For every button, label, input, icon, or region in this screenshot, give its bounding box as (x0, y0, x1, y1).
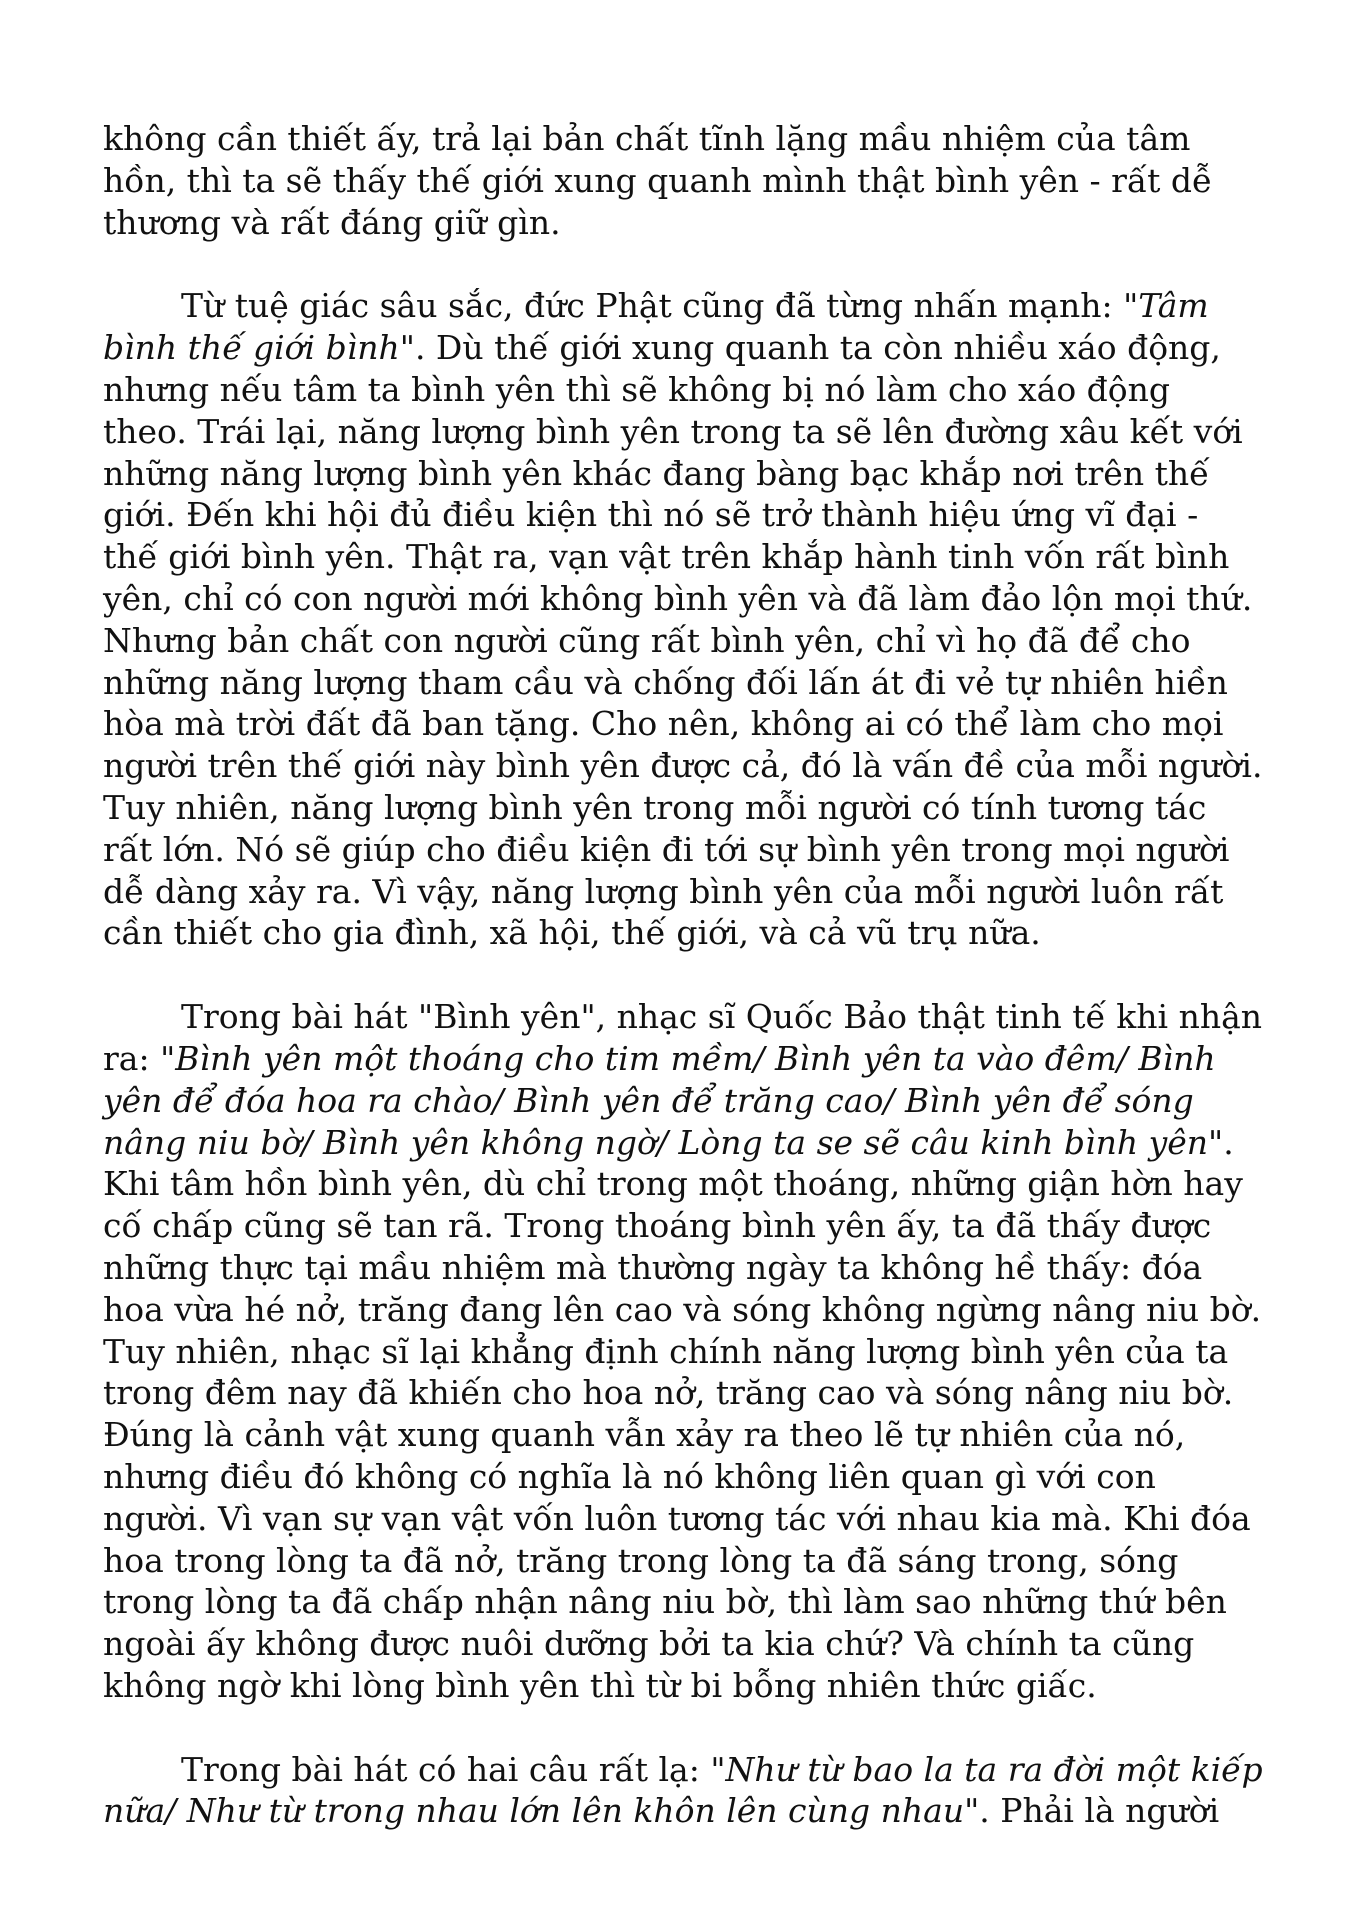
quote-text: "Tâm bình thế giới bình" (103, 286, 1209, 368)
quote-text: "Bình yên một thoáng cho tim mềm/ Bình yên ta vào đêm/ Bình yên để đóa hoa ra chào/ Bình yên để trăng cao/ Bình yên để sóng nâng niu bờ/ Bình yên không ngờ/ Lòng ta se sẽ câu kinh bình yên" (103, 1038, 1224, 1162)
paragraph-text: . Khi tâm hồn bình yên, dù chỉ trong một thoáng, những giận hờn hay cố chấp cũng sẽ tan rã. Trong thoáng bình yên ấy, ta đã thấy được những thực tại mầu nhiệm mà thường ngày ta không hề thấy: đóa hoa vừa hé nở, trăng đang lên cao và sóng không ngừng nâng niu bờ. Tuy nhiên, nhạc sĩ lại khẳng định chính năng lượng bình yên của ta trong đêm nay đã khiến cho hoa nở, trăng cao và sóng nâng niu bờ. Đúng là cảnh vật xung quanh vẫn xảy ra theo lẽ tự nhiên của nó, nhưng điều đó không có nghĩa là nó không liên quan gì với con người. Vì vạn sự vạn vật vốn luôn tương tác với nhau kia mà. Khi đóa hoa trong lòng ta đã nở, trăng trong lòng ta đã sáng trong, sóng trong lòng ta đã chấp nhận nâng niu bờ, thì làm sao những thứ bên ngoài ấy không được nuôi dưỡng bởi ta kia chứ? Và chính ta cũng không ngờ khi lòng bình yên thì từ bi bỗng nhiên thức giấc. (103, 1122, 1262, 1705)
paragraph-text: Trong bài hát có hai câu rất lạ: (181, 1749, 711, 1789)
paragraph-buddha-quote (103, 285, 1263, 954)
quote-text: "Như từ bao la ta ra đời một kiếp nữa/ Như từ trong nhau lớn lên khôn lên cùng nhau" (103, 1749, 1263, 1831)
paragraph-text: . Dù thế giới xung quanh ta còn nhiều xáo động, nhưng nếu tâm ta bình yên thì sẽ không bị nó làm cho xáo động theo. Trái lại, năng lượng bình yên trong ta sẽ lên đường xâu kết với những năng lượng bình yên khác đang bàng bạc khắp nơi trên thế giới. Đến khi hội đủ điều kiện thì nó sẽ trở thành hiệu ứng vĩ đại - thế giới bình yên. Thật ra, vạn vật trên khắp hành tinh vốn rất bình yên, chỉ có con người mới không bình yên và đã làm đảo lộn mọi thứ. Nhưng bản chất con người cũng rất bình yên, chỉ vì họ đã để cho những năng lượng tham cầu và chống đối lấn át đi vẻ tự nhiên hiền hòa mà trời đất đã ban tặng. Cho nên, không ai có thể làm cho mọi người trên thế giới này bình yên được cả, đó là vấn đề của mỗi người. Tuy nhiên, năng lượng bình yên trong mỗi người có tính tương tác rất lớn. Nó sẽ giúp cho điều kiện đi tới sự bình yên trong mọi người dễ dàng xảy ra. Vì vậy, năng lượng bình yên của mỗi người luôn rất cần thiết cho gia đình, xã hội, thế giới, và cả vũ trụ nữa. (103, 328, 1263, 953)
paragraph-song-binh-yen (103, 996, 1263, 1707)
paragraph-continuation (103, 118, 1263, 243)
document-page (103, 118, 1263, 1832)
paragraph-text: Trong bài hát "Bình yên", nhạc sĩ Quốc Bảo thật tinh tế khi nhận ra: (103, 997, 1263, 1078)
paragraph-text: Từ tuệ giác sâu sắc, đức Phật cũng đã từng nhấn mạnh: (181, 286, 1124, 326)
paragraph-text: không cần thiết ấy, trả lại bản chất tĩnh lặng mầu nhiệm của tâm hồn, thì ta sẽ thấy thế giới xung quanh mình thật bình yên - rất dễ thương và rất đáng giữ gìn. (103, 119, 1213, 242)
paragraph-text: . Phải là người (979, 1791, 1220, 1831)
paragraph-song-lyrics (103, 1749, 1263, 1833)
